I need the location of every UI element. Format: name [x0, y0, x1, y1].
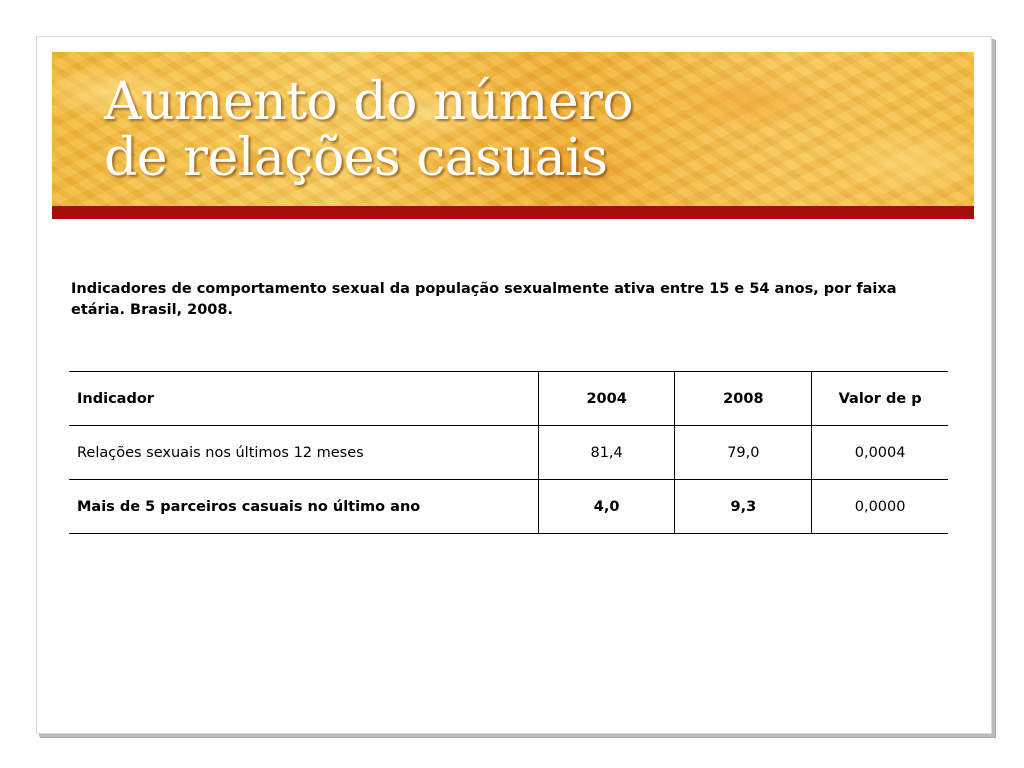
- header-2004: 2004: [538, 372, 675, 426]
- cell-2004: 81,4: [538, 426, 675, 480]
- cell-indicator: Relações sexuais nos últimos 12 meses: [69, 426, 538, 480]
- title-banner: [52, 52, 974, 206]
- table-row: [69, 426, 948, 480]
- table-caption: Indicadores de comportamento sexual da população sexualmente ativa entre 15 e 54 anos, por faixa etária. Brasil, 2008.: [71, 281, 897, 318]
- header-p-value: Valor de p: [812, 372, 948, 426]
- title-line-2: de relações casuais: [104, 128, 608, 188]
- cell-indicator: Mais de 5 parceiros casuais no último ano: [69, 480, 538, 534]
- banner-stripe: [52, 206, 974, 219]
- slide-title: [104, 74, 633, 186]
- header-2008: 2008: [675, 372, 812, 426]
- cell-2008: 9,3: [675, 480, 812, 534]
- header-indicator: Indicador: [69, 372, 538, 426]
- cell-p-value: 0,0004: [812, 426, 948, 480]
- cell-p-value: 0,0000: [812, 480, 948, 534]
- indicators-table: [69, 371, 948, 534]
- slide: [36, 36, 992, 734]
- table-row: [69, 480, 948, 534]
- cell-2004: 4,0: [538, 480, 675, 534]
- table-header-row: [69, 372, 948, 426]
- title-line-1: Aumento do número: [104, 72, 634, 132]
- cell-2008: 79,0: [675, 426, 812, 480]
